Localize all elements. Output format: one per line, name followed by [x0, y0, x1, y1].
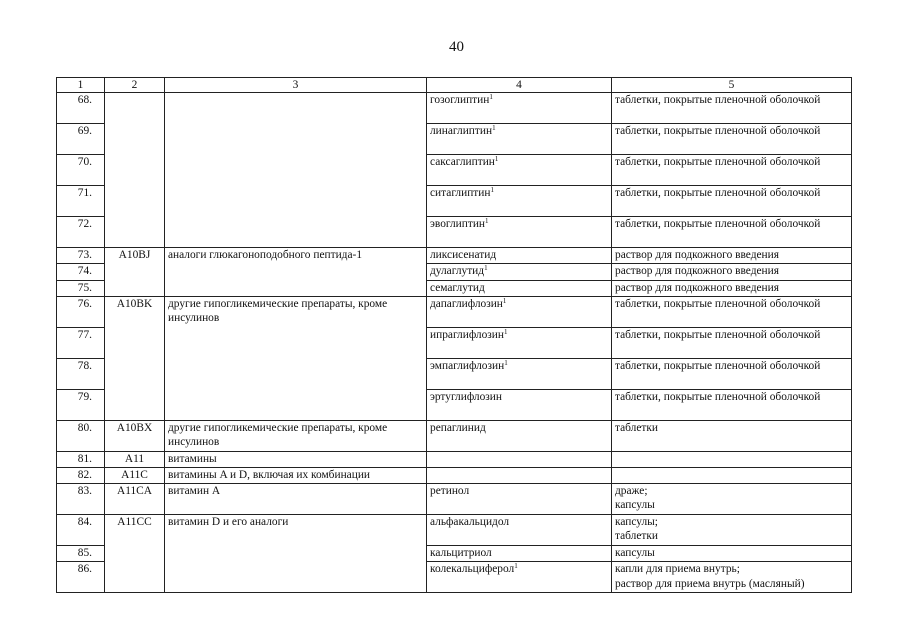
group-name: витамин A — [165, 484, 427, 515]
footnote-mark: 1 — [494, 155, 499, 164]
table-row — [57, 420, 852, 451]
column-header: 3 — [165, 78, 427, 93]
dosage-form — [612, 451, 852, 467]
table-row — [57, 484, 852, 515]
footnote-mark: 1 — [503, 327, 508, 336]
row-number: 80. — [57, 420, 105, 451]
drug-name: дапаглифлозин$^1$ — [427, 296, 612, 327]
dosage-form: таблетки, покрытые пленочной оболочкой — [612, 327, 852, 358]
atc-code-cell — [105, 93, 165, 248]
table-header-row — [57, 78, 852, 93]
dosage-form-line: таблетки — [615, 530, 659, 543]
row-number: 86. — [57, 562, 105, 593]
atc-code: A10BK — [105, 296, 165, 420]
drug-name: линаглиптин$^1$ — [427, 124, 612, 155]
dosage-form — [612, 515, 852, 546]
dosage-form — [612, 484, 852, 515]
dosage-form-line: раствор для приема внутрь (масляный) — [615, 577, 805, 590]
dosage-form: таблетки, покрытые пленочной оболочкой — [612, 217, 852, 248]
drug-name: кальцитриол — [427, 546, 612, 562]
dosage-form: раствор для подкожного введения — [612, 280, 852, 296]
table-row — [57, 451, 852, 467]
atc-code: A11CC — [105, 515, 165, 593]
dosage-form: таблетки, покрытые пленочной оболочкой — [612, 358, 852, 389]
dosage-form: таблетки, покрытые пленочной оболочкой — [612, 389, 852, 420]
group-name: витамины A и D, включая их комбинации — [165, 468, 427, 484]
row-number: 84. — [57, 515, 105, 546]
page-number: 40 — [449, 39, 464, 55]
drug-name — [427, 468, 612, 484]
drug-name — [427, 451, 612, 467]
group-name-cell — [165, 93, 427, 248]
drug-name: альфакальцидол — [427, 515, 612, 546]
dosage-form: таблетки, покрытые пленочной оболочкой — [612, 155, 852, 186]
row-number: 69. — [57, 124, 105, 155]
dosage-form-line: драже; — [615, 485, 648, 498]
dosage-form — [612, 468, 852, 484]
dosage-form: таблетки — [612, 420, 852, 451]
row-number: 78. — [57, 358, 105, 389]
dosage-form: капсулы — [612, 546, 852, 562]
row-number: 70. — [57, 155, 105, 186]
footnote-mark: 1 — [492, 124, 496, 133]
group-name: другие гипогликемические препараты, кроме инсулинов — [165, 296, 427, 420]
row-number: 75. — [57, 280, 105, 296]
row-number: 71. — [57, 186, 105, 217]
group-name: другие гипогликемические препараты, кроме инсулинов — [165, 420, 427, 451]
group-name: витамины — [165, 451, 427, 467]
atc-code: A11 — [105, 451, 165, 467]
drug-name: ликсисенатид — [427, 248, 612, 264]
dosage-form: таблетки, покрытые пленочной оболочкой — [612, 186, 852, 217]
atc-code: A11C — [105, 468, 165, 484]
drug-name: дулаглутид$^1$ — [427, 264, 612, 280]
table-row — [57, 248, 852, 264]
dosage-form: раствор для подкожного введения — [612, 248, 852, 264]
drug-name: саксаглиптин$^1$ — [427, 155, 612, 186]
row-number: 83. — [57, 484, 105, 515]
row-number: 72. — [57, 217, 105, 248]
table-row — [57, 93, 852, 124]
footnote-mark: 1 — [484, 264, 488, 273]
dosage-form: раствор для подкожного введения — [612, 264, 852, 280]
atc-code: A10BJ — [105, 248, 165, 297]
dosage-form-line: капли для приема внутрь; — [615, 563, 740, 576]
drug-name: ипраглифлозин$^1$ — [427, 327, 612, 358]
drug-name: колекальциферол$^1$ — [427, 562, 612, 593]
drug-name: ситаглиптин$^1$ — [427, 186, 612, 217]
drug-name: семаглутид — [427, 280, 612, 296]
atc-code: A11CA — [105, 484, 165, 515]
drug-name: эмпаглифлозин$^1$ — [427, 358, 612, 389]
footnote-mark: 1 — [504, 358, 508, 367]
row-number: 68. — [57, 93, 105, 124]
dosage-form: таблетки, покрытые пленочной оболочкой — [612, 93, 852, 124]
atc-code: A10BX — [105, 420, 165, 451]
drug-registry-table — [56, 77, 852, 593]
drug-name: гозоглиптин$^1$ — [427, 93, 612, 124]
dosage-form-line: капсулы — [615, 499, 655, 512]
dosage-form-line: капсулы; — [615, 516, 658, 529]
column-header: 5 — [612, 78, 852, 93]
group-name: аналоги глюкагоноподобного пептида-1 — [165, 248, 427, 297]
table-row — [57, 296, 852, 327]
footnote-mark: 1 — [489, 93, 493, 102]
row-number: 82. — [57, 468, 105, 484]
drug-name: репаглинид — [427, 420, 612, 451]
dosage-form — [612, 562, 852, 593]
dosage-form: таблетки, покрытые пленочной оболочкой — [612, 296, 852, 327]
drug-name: ретинол — [427, 484, 612, 515]
row-number: 73. — [57, 248, 105, 264]
row-number: 81. — [57, 451, 105, 467]
drug-name: эвоглиптин$^1$ — [427, 217, 612, 248]
row-number: 85. — [57, 546, 105, 562]
drug-name: эртуглифлозин — [427, 389, 612, 420]
column-header: 1 — [57, 78, 105, 93]
column-header: 4 — [427, 78, 612, 93]
column-header: 2 — [105, 78, 165, 93]
row-number: 76. — [57, 296, 105, 327]
table-row — [57, 515, 852, 546]
dosage-form: таблетки, покрытые пленочной оболочкой — [612, 124, 852, 155]
row-number: 77. — [57, 327, 105, 358]
table-row — [57, 468, 852, 484]
row-number: 74. — [57, 264, 105, 280]
footnote-mark: 1 — [502, 296, 507, 305]
row-number: 79. — [57, 389, 105, 420]
footnote-mark: 1 — [485, 217, 489, 226]
footnote-mark: 1 — [514, 562, 518, 571]
footnote-mark: 1 — [490, 186, 494, 195]
group-name: витамин D и его аналоги — [165, 515, 427, 593]
